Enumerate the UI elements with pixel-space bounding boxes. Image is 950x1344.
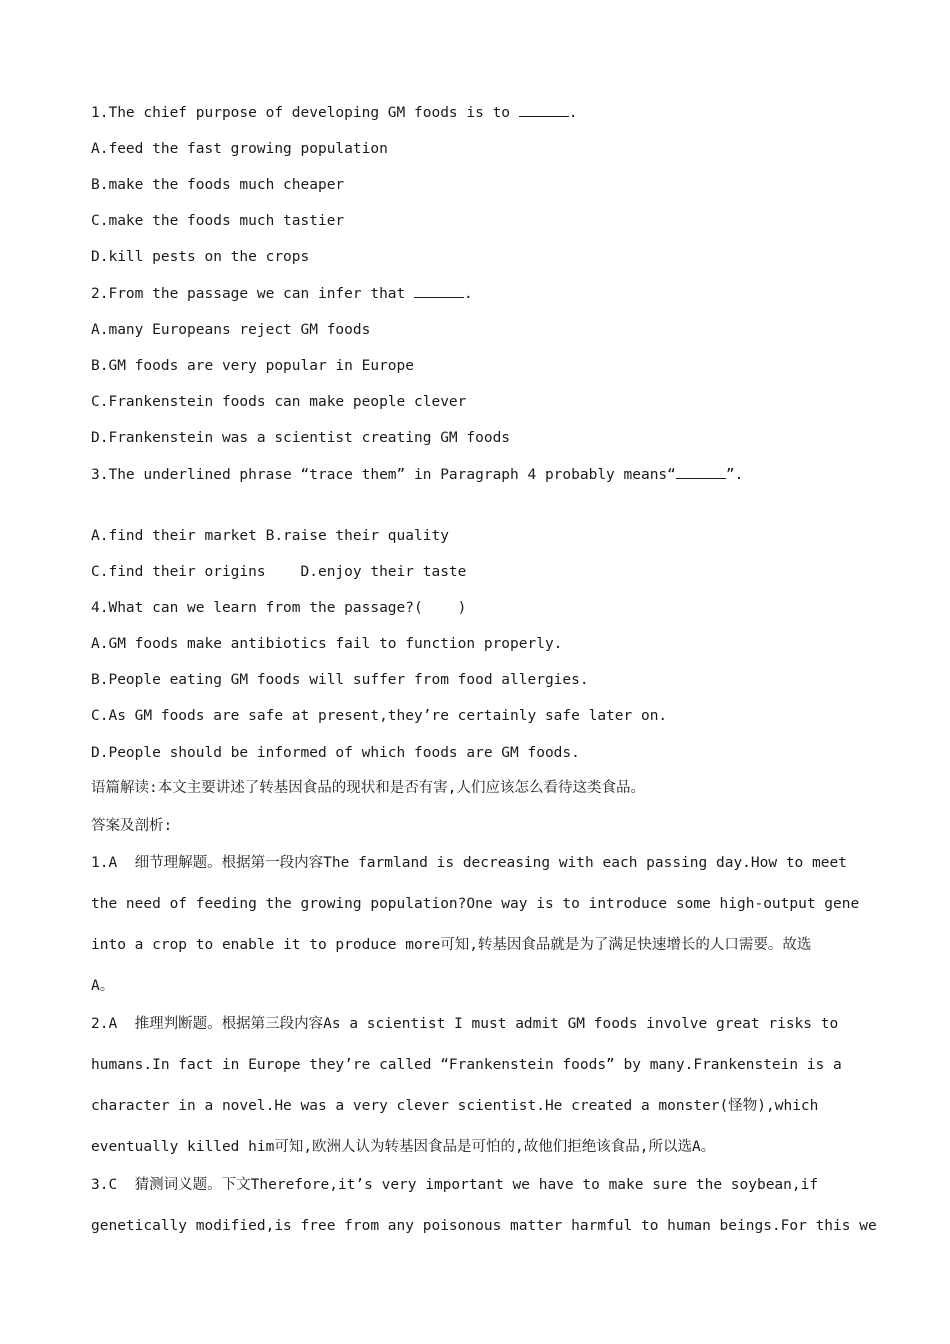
question-1-option-d: D.kill pests on the crops	[91, 249, 310, 265]
question-1-option-c: C.make the foods much tastier	[91, 213, 345, 229]
question-3-stem	[91, 464, 743, 485]
question-3-text: 3.The underlined phrase “trace them” in Paragraph 4 probably means“	[91, 467, 676, 483]
question-1-end: .	[568, 105, 578, 121]
question-4-option-a: A.GM foods make antibiotics fail to function properly.	[91, 636, 563, 652]
question-4-option-d: D.People should be informed of which foods are GM foods.	[91, 745, 580, 761]
question-1-option-b: B.make the foods much cheaper	[91, 177, 345, 193]
reading-summary: 语篇解读:本文主要讲述了转基因食品的现状和是否有害,人们应该怎么看待这类食品。	[91, 780, 645, 796]
answer-blank	[676, 464, 726, 479]
question-2-option-d: D.Frankenstein was a scientist creating GM foods	[91, 430, 511, 446]
answer-1-line: 1.A 细节理解题。根据第一段内容The farmland is decreasing with each passing day.How to meet	[91, 855, 847, 871]
question-1-stem	[91, 102, 578, 123]
question-4-option-c: C.As GM foods are safe at present,they’re certainly safe later on.	[91, 708, 668, 724]
answer-2-line: humans.In fact in Europe they’re called “Frankenstein foods” by many.Frankenstein is a	[91, 1057, 842, 1073]
question-3-options-ab: A.find their market B.raise their quality	[91, 528, 449, 544]
question-1-option-a: A.feed the fast growing population	[91, 141, 388, 157]
answer-2-line: character in a novel.He was a very clever scientist.He created a monster(怪物),which	[91, 1098, 819, 1114]
question-4-option-b: B.People eating GM foods will suffer from food allergies.	[91, 672, 589, 688]
answer-blank	[414, 283, 464, 298]
question-2-text: 2.From the passage we can infer that	[91, 286, 415, 302]
question-2-stem	[91, 283, 473, 304]
question-2-end: .	[464, 286, 473, 302]
answer-3-line: genetically modified,is free from any poisonous matter harmful to human beings.For this we	[91, 1218, 877, 1234]
answer-3-line: 3.C 猜测词义题。下文Therefore,it’s very important we have to make sure the soybean,if	[91, 1177, 819, 1193]
question-3-end: ”.	[725, 467, 744, 483]
question-2-option-a: A.many Europeans reject GM foods	[91, 322, 371, 338]
answer-blank	[519, 102, 569, 117]
answers-heading: 答案及剖析:	[91, 818, 173, 834]
answer-1-line: the need of feeding the growing population?One way is to introduce some high-output gene	[91, 896, 860, 912]
answer-2-line: eventually killed him可知,欧洲人认为转基因食品是可怕的,故他们拒绝该食品,所以选A。	[91, 1139, 716, 1155]
answer-1-line: A。	[91, 978, 115, 994]
question-3-options-cd: C.find their origins D.enjoy their taste	[91, 564, 467, 580]
question-1-text: 1.The chief purpose of developing GM foods is to	[91, 105, 519, 121]
answer-1-line: into a crop to enable it to produce more可知,转基因食品就是为了满足快速增长的人口需要。故选	[91, 937, 812, 953]
question-2-option-c: C.Frankenstein foods can make people clever	[91, 394, 467, 410]
question-2-option-b: B.GM foods are very popular in Europe	[91, 358, 415, 374]
answer-2-line: 2.A 推理判断题。根据第三段内容As a scientist I must admit GM foods involve great risks to	[91, 1016, 839, 1032]
question-4-stem: 4.What can we learn from the passage?( )	[91, 600, 467, 616]
